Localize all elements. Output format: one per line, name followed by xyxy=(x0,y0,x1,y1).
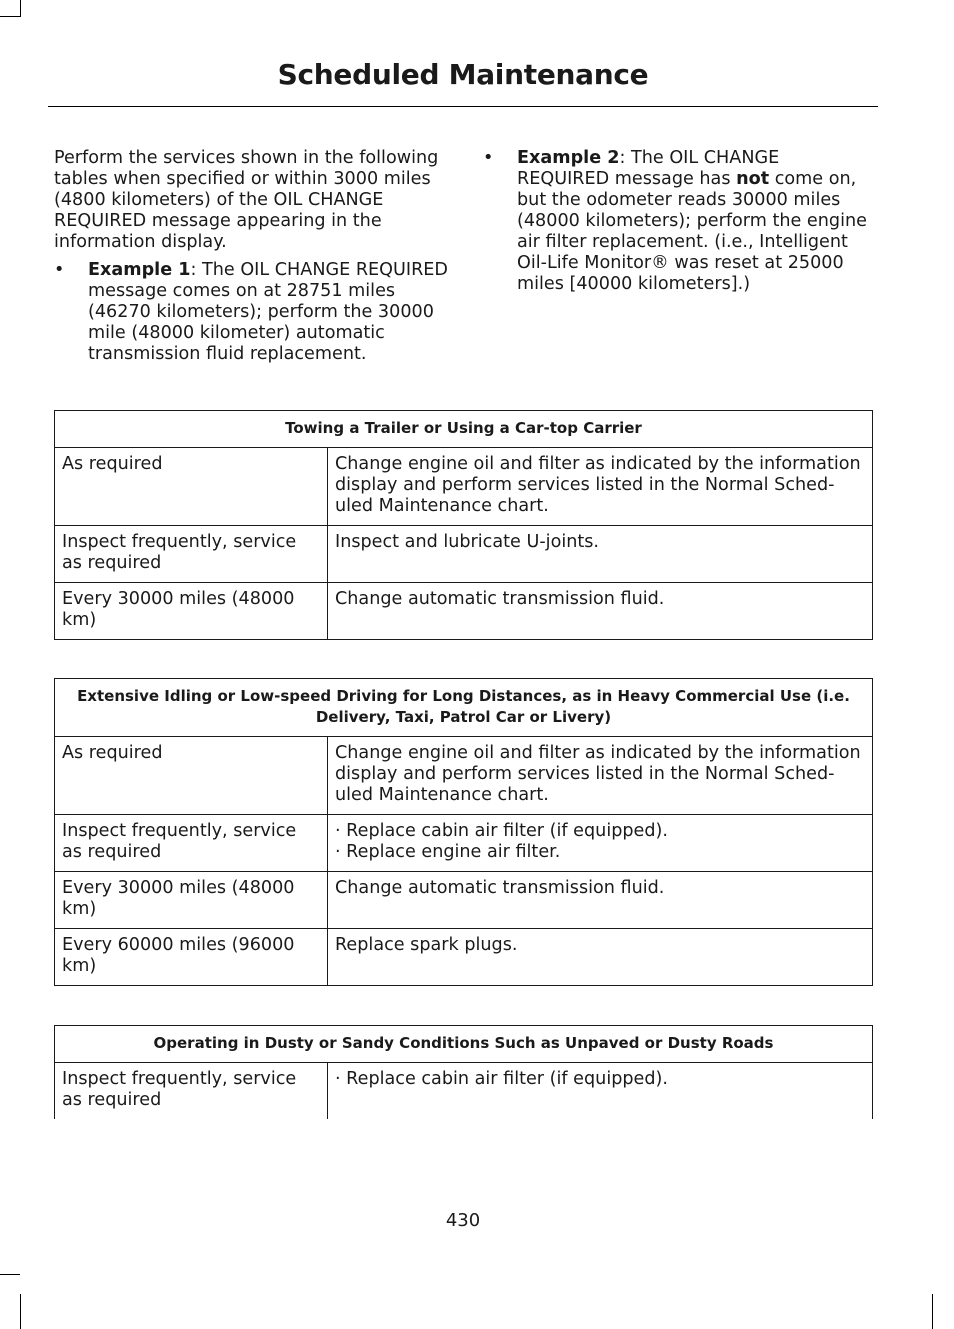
interval-cell: Every 30000 miles (48000 km) xyxy=(55,872,328,929)
interval-cell: As required xyxy=(55,448,328,526)
example-2-text-a: : The OIL CHANGE REQUIRED message has xyxy=(517,148,780,189)
table-row xyxy=(55,448,873,526)
right-column xyxy=(483,148,875,295)
bullet-icon: • xyxy=(483,148,494,168)
service-line: · Replace engine air filter. xyxy=(335,842,561,862)
service-cell: · Replace cabin air filter (if equipped). xyxy=(328,1063,873,1120)
towing-table xyxy=(54,410,873,640)
crop-mark xyxy=(20,1294,21,1329)
idling-table xyxy=(54,678,873,986)
table-heading: Towing a Trailer or Using a Car-top Carrier xyxy=(55,411,873,448)
interval-cell: As required xyxy=(55,737,328,815)
service-cell: Change automatic transmission fluid. xyxy=(328,583,873,640)
example-1-label: Example 1 xyxy=(88,260,191,280)
service-cell: Replace spark plugs. xyxy=(328,929,873,986)
dusty-table xyxy=(54,1025,873,1119)
service-cell xyxy=(328,815,873,872)
intro-paragraph: Perform the services shown in the following tables when specified or within 3000 miles (4800 kilometers) of the OIL CHANGE REQUIRED message appearing in the information display. xyxy=(54,148,439,252)
crop-mark xyxy=(20,0,21,17)
table-heading: Operating in Dusty or Sandy Conditions Such as Unpaved or Dusty Roads xyxy=(55,1026,873,1063)
example-2-label: Example 2 xyxy=(517,148,620,168)
interval-cell: Inspect frequently, service as required xyxy=(55,1063,328,1120)
interval-cell: Every 60000 miles (96000 km) xyxy=(55,929,328,986)
table-row xyxy=(55,1063,873,1120)
title-divider xyxy=(48,106,878,107)
service-cell: Change automatic transmission fluid. xyxy=(328,872,873,929)
table-heading: Extensive Idling or Low-speed Driving for Long Distances, as in Heavy Commercial Use (i.e. Delivery, Taxi, Patrol Car or Livery) xyxy=(55,679,873,737)
left-column xyxy=(54,148,449,365)
service-line: · Replace cabin air filter (if equipped). xyxy=(335,821,668,841)
page-number: 430 xyxy=(445,1210,481,1231)
example-2-emphasis: not xyxy=(736,169,770,189)
service-cell: Inspect and lubricate U-joints. xyxy=(328,526,873,583)
interval-cell: Inspect frequently, service as required xyxy=(55,526,328,583)
crop-mark xyxy=(0,1274,20,1275)
bullet-icon: • xyxy=(54,260,65,280)
crop-mark xyxy=(0,16,20,17)
table-row xyxy=(55,583,873,640)
example-2-text-b: come on, but the odometer reads 30000 miles (48000 kilometers); perform the engine air filter replacement. (i.e., Intelligent Oil-Life Monitor® was reset at 25000 miles [40000 kilometers].) xyxy=(517,169,867,294)
table-row xyxy=(55,526,873,583)
table-row xyxy=(55,815,873,872)
table-row xyxy=(55,872,873,929)
service-cell: Change engine oil and filter as indicated by the information display and perform services listed in the Normal Sched-uled Maintenance chart. xyxy=(328,448,873,526)
service-cell: Change engine oil and filter as indicated by the information display and perform services listed in the Normal Sched-uled Maintenance chart. xyxy=(328,737,873,815)
example-1-text: : The OIL CHANGE REQUIRED message comes on at 28751 miles (46270 kilometers); perform the 30000 mile (48000 kilometer) automatic transmission fluid replacement. xyxy=(88,260,448,364)
table-row xyxy=(55,929,873,986)
table-row xyxy=(55,737,873,815)
example-1-item xyxy=(54,260,449,365)
crop-mark xyxy=(932,1294,933,1329)
example-2-item xyxy=(483,148,875,295)
page-title: Scheduled Maintenance xyxy=(277,58,649,91)
interval-cell: Inspect frequently, service as required xyxy=(55,815,328,872)
interval-cell: Every 30000 miles (48000 km) xyxy=(55,583,328,640)
